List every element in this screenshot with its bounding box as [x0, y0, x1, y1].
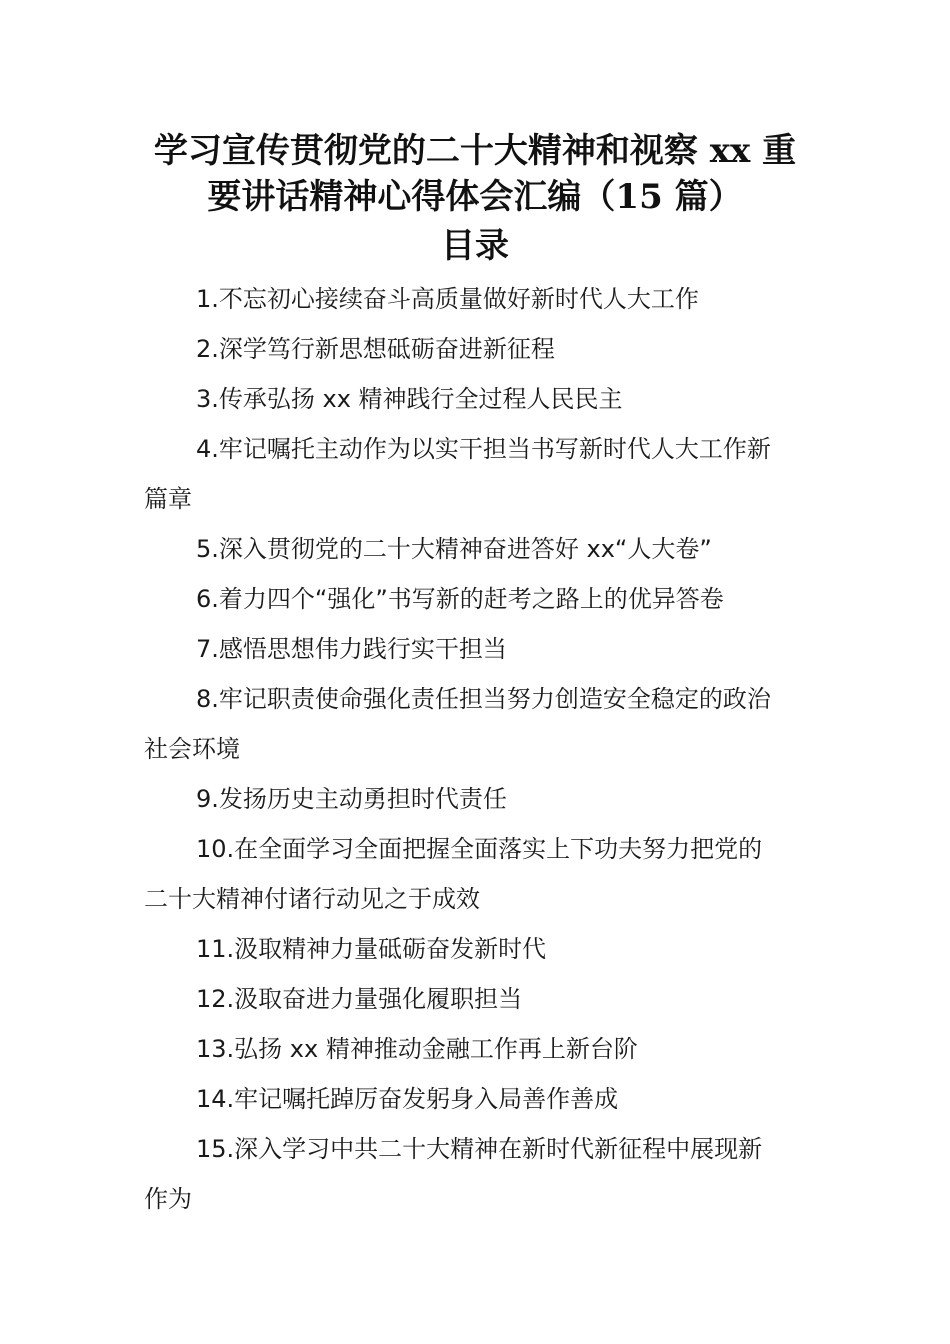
- toc-item-text: 10.在全面学习全面把握全面落实上下功夫努力把党的: [196, 835, 763, 863]
- toc-item-text: 7.感悟思想伟力践行实干担当: [196, 635, 507, 663]
- toc-item-text: 13.弘扬 xx 精神推动金融工作再上新台阶: [196, 1035, 638, 1063]
- toc-item-text: 14.牢记嘱托踔厉奋发躬身入局善作善成: [196, 1085, 619, 1113]
- toc-item: [144, 324, 814, 374]
- toc-item: [144, 674, 814, 774]
- document-title-line-2: 要讲话精神心得体会汇编（15 篇）: [207, 177, 743, 217]
- toc-item-line: [144, 774, 814, 824]
- toc-item-line: [144, 1074, 814, 1124]
- toc-item-line: [144, 374, 814, 424]
- toc-item: [144, 624, 814, 674]
- toc-heading: 目录: [441, 226, 509, 266]
- toc-item: [144, 424, 814, 524]
- toc-item-continuation-text: 作为: [144, 1185, 192, 1213]
- toc-item-text: 1.不忘初心接续奋斗高质量做好新时代人大工作: [196, 285, 699, 313]
- toc-item-line: [144, 524, 814, 574]
- toc-item-continuation-text: 社会环境: [144, 735, 240, 763]
- toc-item-continuation: [144, 1174, 814, 1224]
- toc-item-text: 15.深入学习中共二十大精神在新时代新征程中展现新: [196, 1135, 763, 1163]
- toc-item-line: [144, 624, 814, 674]
- toc-item-text: 12.汲取奋进力量强化履职担当: [196, 985, 523, 1013]
- toc-item-text: 3.传承弘扬 xx 精神践行全过程人民民主: [196, 385, 623, 413]
- toc-item-text: 5.深入贯彻党的二十大精神奋进答好 xx“人大卷”: [196, 535, 712, 563]
- toc-item-text: 6.着力四个“强化”书写新的赶考之路上的优异答卷: [196, 585, 724, 613]
- toc-item: [144, 824, 814, 924]
- toc-item-continuation-text: 二十大精神付诸行动见之于成效: [144, 885, 480, 913]
- toc-item-continuation-text: 篇章: [144, 485, 192, 513]
- toc-item-line: [144, 324, 814, 374]
- toc-item: [144, 774, 814, 824]
- toc-item: [144, 974, 814, 1024]
- toc-item: [144, 1124, 814, 1224]
- toc-item: [144, 374, 814, 424]
- document-title-line-1: 学习宣传贯彻党的二十大精神和视察 xx 重: [153, 131, 797, 171]
- toc-item-line: [144, 824, 814, 874]
- toc-item-text: 4.牢记嘱托主动作为以实干担当书写新时代人大工作新: [196, 435, 771, 463]
- toc-item: [144, 924, 814, 974]
- toc-item-text: 9.发扬历史主动勇担时代责任: [196, 785, 507, 813]
- toc-item-text: 2.深学笃行新思想砥砺奋进新征程: [196, 335, 555, 363]
- table-of-contents: [144, 274, 814, 1224]
- toc-item-line: [144, 274, 814, 324]
- toc-item-line: [144, 924, 814, 974]
- toc-item-continuation: [144, 874, 814, 924]
- toc-item: [144, 1074, 814, 1124]
- toc-item-continuation: [144, 474, 814, 524]
- title-block: [120, 128, 830, 271]
- toc-item: [144, 574, 814, 624]
- toc-item-text: 8.牢记职责使命强化责任担当努力创造安全稳定的政治: [196, 685, 771, 713]
- toc-item-text: 11.汲取精神力量砥砺奋发新时代: [196, 935, 547, 963]
- toc-item: [144, 524, 814, 574]
- toc-item-line: [144, 974, 814, 1024]
- toc-item-line: [144, 1024, 814, 1074]
- toc-item-continuation: [144, 724, 814, 774]
- toc-item: [144, 1024, 814, 1074]
- toc-item-line: [144, 1124, 814, 1174]
- toc-item: [144, 274, 814, 324]
- toc-item-line: [144, 674, 814, 724]
- toc-item-line: [144, 424, 814, 474]
- toc-item-line: [144, 574, 814, 624]
